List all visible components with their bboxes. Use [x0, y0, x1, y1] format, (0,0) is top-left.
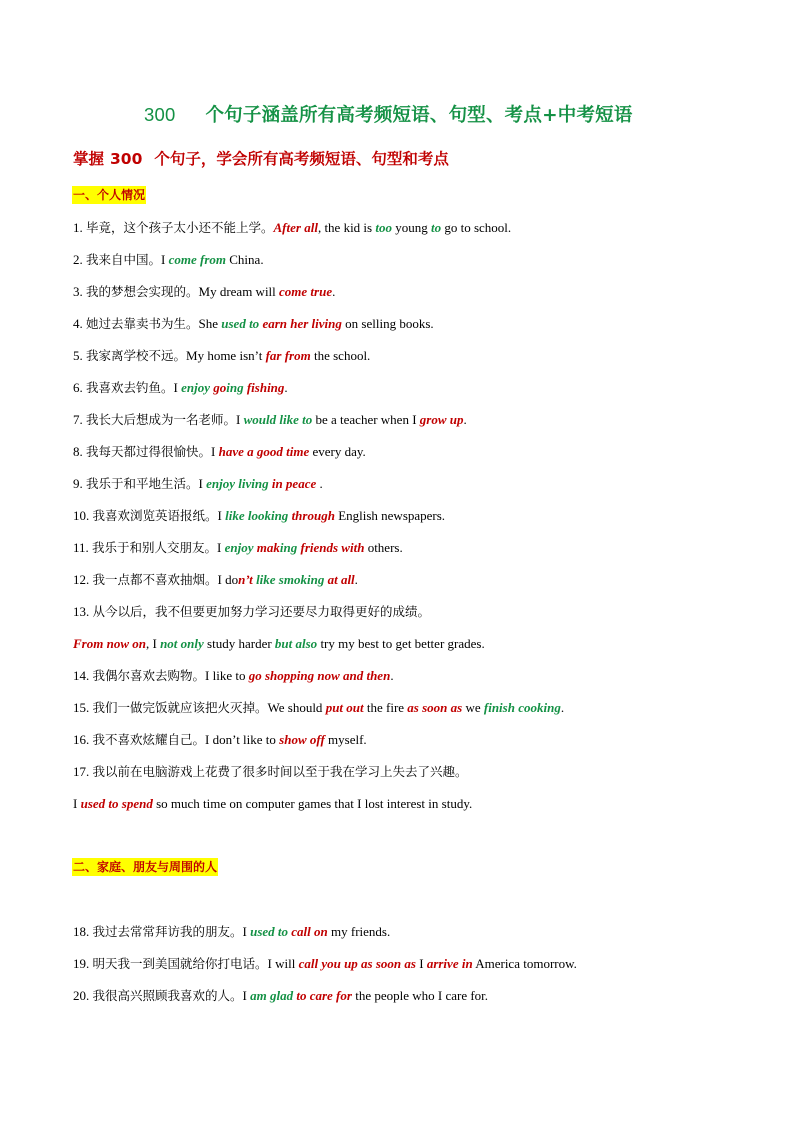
- sentence-line: [73, 410, 763, 430]
- page-title: [144, 101, 764, 127]
- english-text: 7.: [73, 412, 86, 427]
- english-text: .: [284, 380, 288, 395]
- sentence-line: [73, 474, 763, 494]
- english-text: try my best to get better grades.: [317, 636, 485, 651]
- chinese-text: 我一点都不喜欢抽烟。: [92, 572, 218, 587]
- key-phrase: to: [430, 220, 442, 235]
- english-text: 11.: [73, 540, 93, 555]
- sentence-line: [73, 538, 763, 558]
- key-phrase: through: [291, 508, 335, 523]
- chinese-text: 从今以后，我不但要更加努力学习还要尽力取得更好的成绩。: [92, 604, 431, 619]
- english-text: on selling books.: [341, 316, 434, 331]
- english-text: I: [217, 508, 226, 523]
- chinese-text: 我每天都过得很愉快。: [86, 444, 212, 459]
- key-phrase: mak: [256, 540, 280, 555]
- english-text: My home isn’t: [186, 348, 266, 363]
- english-text: I don’t like to: [205, 732, 280, 747]
- page-subtitle-text: 个句子，学会所有高考频短语、句型和考点: [154, 150, 449, 168]
- key-phrase: would like to: [243, 412, 313, 427]
- key-phrase: n’t: [238, 572, 253, 587]
- english-text: 15.: [73, 700, 93, 715]
- page-subtitle-prefix: 掌握: [73, 150, 105, 168]
- sentence-line: [73, 986, 763, 1006]
- key-phrase: earn her living: [262, 316, 342, 331]
- sentence-line: [73, 602, 763, 622]
- english-text: I: [161, 252, 169, 267]
- sentence-line: [73, 730, 763, 750]
- sentence-line: [73, 698, 763, 718]
- key-phrase: not only: [160, 636, 204, 651]
- chinese-text: 我喜欢去钓鱼。: [86, 380, 174, 395]
- key-phrase: call on: [291, 924, 328, 939]
- sentence-line: [73, 250, 763, 270]
- key-phrase: am glad: [250, 988, 294, 1003]
- english-text: .: [354, 572, 358, 587]
- english-text: 5.: [73, 348, 86, 363]
- key-phrase: as soon as: [407, 700, 463, 715]
- sentence-line: [73, 218, 763, 238]
- sentence-line: [73, 954, 763, 974]
- sentence-line: [73, 378, 763, 398]
- chinese-text: 毕竟，这个孩子太小还不能上学。: [86, 220, 274, 235]
- english-text: 18.: [73, 924, 93, 939]
- english-text: I: [211, 444, 219, 459]
- english-text: 4.: [73, 316, 86, 331]
- key-phrase: like smoking: [256, 572, 325, 587]
- english-text: I: [236, 412, 244, 427]
- key-phrase: After all: [273, 220, 318, 235]
- english-text: others.: [364, 540, 403, 555]
- key-phrase: but also: [274, 636, 318, 651]
- chinese-text: 我以前在电脑游戏上花费了很多时间以至于我在学习上失去了兴趣。: [92, 764, 468, 779]
- english-text: we: [462, 700, 484, 715]
- key-phrase: go shopping now and then: [248, 668, 391, 683]
- english-text: the fire: [363, 700, 408, 715]
- english-text: 6.: [73, 380, 86, 395]
- chinese-text: 我来自中国。: [86, 252, 162, 267]
- english-text: study harder: [203, 636, 275, 651]
- english-text: America tomorrow.: [472, 956, 577, 971]
- section-heading-family: 二、家庭、朋友与周围的人: [73, 860, 218, 874]
- key-phrase: used to: [221, 316, 260, 331]
- sentence-line: [73, 666, 763, 686]
- chinese-text: 明天我一到美国就给你打电话。: [92, 956, 268, 971]
- key-phrase: arrive in: [426, 956, 473, 971]
- key-phrase: come true: [279, 284, 333, 299]
- key-phrase: like looking: [225, 508, 289, 523]
- key-phrase: ing: [226, 380, 244, 395]
- key-phrase: enjoy living: [206, 476, 269, 491]
- key-phrase: have a good time: [218, 444, 310, 459]
- english-text: 3.: [73, 284, 86, 299]
- key-phrase: ing: [279, 540, 298, 555]
- sentence-line: [73, 314, 763, 334]
- chinese-text: 我长大后想成为一名老师。: [86, 412, 237, 427]
- key-phrase: to care for: [296, 988, 352, 1003]
- sentence-line: [73, 922, 763, 942]
- page-title-number: 300: [144, 104, 176, 125]
- key-phrase: fishing: [246, 380, 285, 395]
- english-text: the people who I care for.: [351, 988, 489, 1003]
- sentence-line: [73, 282, 763, 302]
- english-text: I do: [217, 572, 239, 587]
- chinese-text: 我喜欢浏览英语报纸。: [92, 508, 218, 523]
- english-text: I: [73, 796, 81, 811]
- english-text: .: [463, 412, 467, 427]
- english-text: 19.: [73, 956, 93, 971]
- english-text: I: [242, 988, 251, 1003]
- sentence-line: [73, 506, 763, 526]
- key-phrase: come from: [168, 252, 227, 267]
- english-text: 8.: [73, 444, 86, 459]
- chinese-text: 我偶尔喜欢去购物。: [92, 668, 206, 683]
- english-text: 9.: [73, 476, 86, 491]
- english-text: go to school.: [441, 220, 512, 235]
- sentence-line: [73, 794, 763, 814]
- english-text: , the kid is: [317, 220, 376, 235]
- english-text: China.: [226, 252, 264, 267]
- chinese-text: 我们一做完饭就应该把火灭掉。: [92, 700, 268, 715]
- chinese-text: 我乐于和平地生活。: [86, 476, 199, 491]
- english-text: 12.: [73, 572, 93, 587]
- english-text: I will: [267, 956, 299, 971]
- english-text: 13.: [73, 604, 93, 619]
- key-phrase: too: [375, 220, 392, 235]
- english-text: .: [332, 284, 336, 299]
- chinese-text: 她过去靠卖书为生。: [86, 316, 199, 331]
- english-text: so much time on computer games that I lost interest in study.: [152, 796, 473, 811]
- page-subtitle: [73, 147, 733, 169]
- sentence-line: [73, 442, 763, 462]
- chinese-text: 我很高兴照顾我喜欢的人。: [92, 988, 243, 1003]
- key-phrase: From now on: [73, 636, 146, 651]
- english-text: .: [316, 476, 323, 491]
- sentence-line: [73, 570, 763, 590]
- key-phrase: call you up as soon as: [298, 956, 416, 971]
- key-phrase: in peace: [271, 476, 317, 491]
- key-phrase: at all: [327, 572, 355, 587]
- chinese-text: 我不喜欢炫耀自己。: [92, 732, 206, 747]
- english-text: .: [560, 700, 565, 715]
- english-text: I: [242, 924, 251, 939]
- chinese-text: 我的梦想会实现的。: [86, 284, 199, 299]
- key-phrase: show off: [279, 732, 325, 747]
- key-phrase: used to: [250, 924, 289, 939]
- chinese-text: 我乐于和别人交朋友。: [92, 540, 218, 555]
- chinese-text: 我家离学校不远。: [86, 348, 187, 363]
- sentence-line: [73, 762, 763, 782]
- key-phrase: enjoy: [181, 380, 210, 395]
- key-phrase: grow up: [419, 412, 464, 427]
- english-text: We should: [267, 700, 326, 715]
- english-text: young: [391, 220, 431, 235]
- english-text: I: [173, 380, 182, 395]
- key-phrase: used to spend: [80, 796, 153, 811]
- english-text: I: [217, 540, 225, 555]
- section-heading-personal: 一、个人情况: [73, 188, 146, 202]
- sentence-line: [73, 634, 763, 654]
- english-text: I like to: [205, 668, 249, 683]
- english-text: 10.: [73, 508, 93, 523]
- chinese-text: 我过去常常拜访我的朋友。: [92, 924, 243, 939]
- english-text: I: [198, 476, 207, 491]
- english-text: 2.: [73, 252, 86, 267]
- english-text: .: [390, 668, 394, 683]
- english-text: 17.: [73, 764, 93, 779]
- sentence-line: [73, 346, 763, 366]
- english-text: every day.: [309, 444, 366, 459]
- english-text: My dream will: [198, 284, 280, 299]
- english-text: be a teacher when I: [312, 412, 420, 427]
- english-text: English newspapers.: [334, 508, 446, 523]
- page-title-text: 个句子涵盖所有高考频短语、句型、考点+中考短语: [205, 105, 633, 126]
- english-text: the school.: [310, 348, 371, 363]
- english-text: , I: [145, 636, 161, 651]
- english-text: She: [198, 316, 222, 331]
- english-text: 20.: [73, 988, 93, 1003]
- key-phrase: go: [213, 380, 227, 395]
- key-phrase: far from: [265, 348, 311, 363]
- key-phrase: finish cooking: [483, 700, 561, 715]
- english-text: I: [415, 956, 427, 971]
- english-text: my friends.: [327, 924, 391, 939]
- english-text: myself.: [324, 732, 367, 747]
- key-phrase: friends with: [300, 540, 365, 555]
- page-subtitle-number: 300: [110, 150, 143, 168]
- key-phrase: enjoy: [224, 540, 254, 555]
- english-text: 16.: [73, 732, 93, 747]
- english-text: 1.: [73, 220, 86, 235]
- key-phrase: put out: [325, 700, 364, 715]
- english-text: 14.: [73, 668, 93, 683]
